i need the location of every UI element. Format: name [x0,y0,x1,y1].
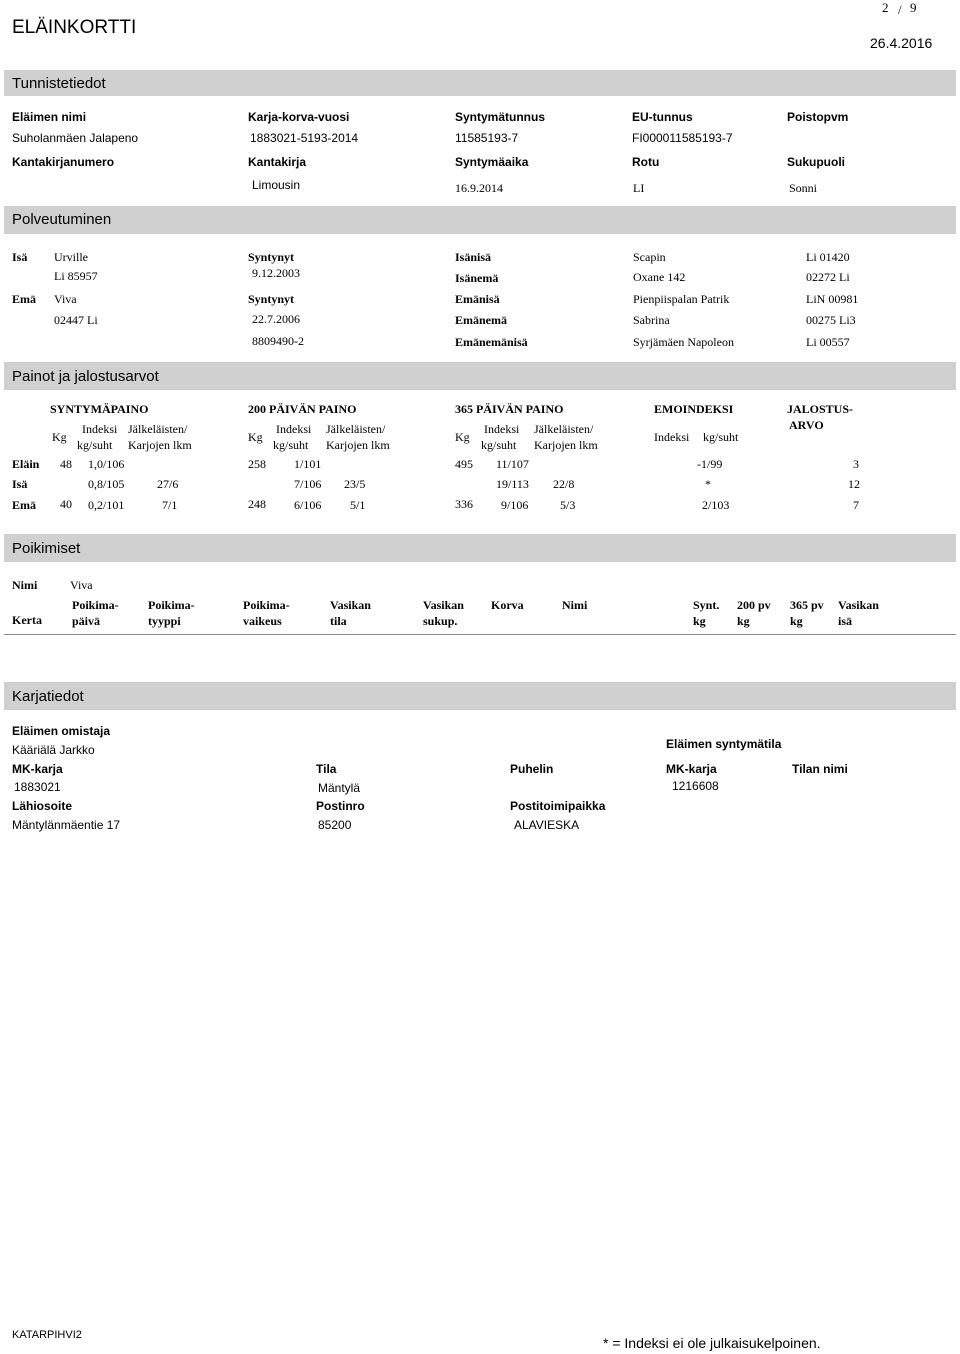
value-isa-id: Li 85957 [54,269,98,283]
value-emanema-id: 00275 Li3 [806,313,856,327]
label-syntymatunnus: Syntymätunnus [455,110,546,124]
label-syntymaaika: Syntymäaika [455,155,529,169]
label-postinro: Postinro [316,799,365,813]
section-karjatiedot [4,682,956,710]
col-vasikan-isa [838,597,879,629]
value-emanisa-id: LiN 00981 [806,292,859,306]
label-nimi: Nimi [12,578,38,592]
col-line2: sukup. [423,614,458,628]
label-karja-korva-vuosi: Karja-korva-vuosi [248,110,350,124]
col-line1: Poikima- [243,598,290,612]
value-isa-name: Urville [54,250,88,264]
value-lahiosoite: Mäntylänmäentie 17 [12,818,121,832]
value-emanemanisa-id: Li 00557 [806,335,850,349]
value-isanisa-id: Li 01420 [806,250,850,264]
label-emanisa: Emänisä [455,292,500,306]
col-vasikan-nimi [562,597,587,613]
cell-ind3: 11/107 [496,457,529,471]
value-sukupuoli: Sonni [789,181,818,195]
value-emanemanisa-name: Syrjämäen Napoleon [633,335,734,349]
subhead-kgsuht: kg/suht [77,438,113,452]
cell-jalostusarvo: 7 [853,498,859,512]
col-line2: kg [693,614,706,628]
cell-jk1: 7/1 [162,498,178,512]
label-postitoimipaikka: Postitoimipaikka [510,799,606,813]
value-mk-karja: 1883021 [14,780,61,794]
label-rotu: Rotu [632,155,660,169]
section-painot [4,362,956,390]
value-ema-id: 02447 Li [54,313,98,327]
label-tila: Tila [316,762,337,776]
col-line2: päivä [72,614,101,628]
value-ema-syntynyt: 22.7.2006 [252,312,300,326]
col-korva [491,597,524,613]
label-tilan-nimi: Tilan nimi [792,762,848,776]
col-line1: Vasikan [423,598,464,612]
cell-kg2: 258 [248,457,266,471]
col-poikimavaikeus [243,597,290,629]
section-title: Tunnistetiedot [12,75,106,92]
cell-ind3: 9/106 [501,498,529,512]
col-line1: 200 pv [737,598,771,612]
col-line1: 365 pv [790,598,824,612]
col-poikimatyyppi [148,597,195,629]
col-line1: Nimi [562,598,588,612]
subhead-karjojen: Karjojen lkm [326,438,390,452]
label-isanema: Isänemä [455,271,499,285]
document-title: ELÄINKORTTI [12,17,137,38]
label-kantakirjanumero: Kantakirjanumero [12,155,115,169]
value-emanisa-name: Pienpiispalan Patrik [633,292,730,306]
label-kantakirja: Kantakirja [248,155,307,169]
label-sukupuoli: Sukupuoli [787,155,845,169]
subhead-kgsuht: kg/suht [703,430,739,444]
cell-jk2: 5/1 [350,498,366,512]
footnote: * = Indeksi ei ole julkaisukelpoinen. [603,1335,821,1351]
value-mk-karja-2: 1216608 [672,779,719,793]
col-line2: kg [790,614,803,628]
section-title: Poikimiset [12,540,81,557]
page-total: 9 [910,0,917,15]
cell-ind1: 0,8/105 [88,477,125,491]
cell-kg3: 336 [455,497,473,511]
section-title: Polveutuminen [12,211,112,228]
subhead-kg: Kg [248,430,263,444]
subhead-jalkelaisten: Jälkeläisten/ [326,422,386,436]
cell-jk3: 5/3 [560,498,576,512]
col-line2: kg [737,614,750,628]
print-date: 26.4.2016 [870,35,933,51]
cell-ind3: 19/113 [496,477,529,491]
cell-kg2: 248 [248,497,266,511]
subhead-kgsuht: kg/suht [481,438,517,452]
col-200pv-kg [737,597,771,629]
subhead-indeksi: Indeksi [276,422,312,436]
col-line2: vaikeus [243,614,282,628]
row-label-ema: Emä [12,498,36,512]
subhead-kgsuht: kg/suht [273,438,309,452]
section-tunnistetiedot [4,70,956,96]
group-365-paivan-paino: 365 PÄIVÄN PAINO [455,402,564,416]
value-isa-syntynyt: 9.12.2003 [252,266,300,280]
value-ema-extra: 8809490-2 [252,334,304,348]
col-vasikan-tila [330,597,371,629]
group-200-paivan-paino: 200 PÄIVÄN PAINO [248,402,357,416]
section-polveutuminen [4,206,956,234]
label-eu-tunnus: EU-tunnus [632,110,693,124]
cell-jalostusarvo: 3 [853,457,859,471]
section-title: Painot ja jalostusarvot [12,368,159,385]
report-code: KATARPIHVI2 [12,1329,82,1341]
row-label-elain: Eläin [12,457,40,471]
cell-jalostusarvo: 12 [848,477,860,491]
page-separator: / [898,2,902,17]
label-emanema: Emänemä [455,313,507,327]
label-emanemanisa: Emänemänisä [455,335,528,349]
label-puhelin: Puhelin [510,762,554,776]
value-isanema-name: Oxane 142 [633,270,686,284]
value-postitoimipaikka: ALAVIESKA [514,818,580,832]
group-emoindeksi: EMOINDEKSI [654,402,734,416]
cell-emoindeksi: 2/103 [702,498,730,512]
cell-emoindeksi: * [705,477,711,491]
value-isanisa-name: Scapin [633,250,666,264]
col-line1: Vasikan [330,598,371,612]
section-poikimiset [4,534,956,562]
row-label-isa: Isä [12,477,28,491]
value-syntymatunnus: 11585193-7 [455,131,519,145]
value-postinro: 85200 [318,818,352,832]
label-mk-karja-2: MK-karja [666,762,717,776]
cell-kg1: 40 [60,497,72,511]
col-line1: Korva [491,598,524,612]
subhead-karjojen: Karjojen lkm [534,438,598,452]
value-emanema-name: Sabrina [633,313,670,327]
label-isa-syntynyt: Syntynyt [248,250,295,264]
subhead-indeksi: Indeksi [82,422,118,436]
value-eu-tunnus: FI000011585193-7 [632,131,733,145]
value-karja-korva-vuosi: 1883021-5193-2014 [250,131,359,145]
divider [4,634,956,635]
value-rotu: LI [633,181,645,195]
subhead-jalkelaisten: Jälkeläisten/ [128,422,188,436]
col-line2: isä [838,614,853,628]
subhead-jalkelaisten: Jälkeläisten/ [534,422,594,436]
cell-kg1: 48 [60,457,72,471]
label-isa: Isä [12,250,28,264]
cell-ind2: 7/106 [294,477,322,491]
col-line1: Synt. [693,598,720,612]
group-jalostusarvo: JALOSTUS- [787,402,854,416]
section-title: Karjatiedot [12,688,84,705]
label-ema: Emä [12,292,36,306]
page-current: 2 [882,0,889,15]
label-lahiosoite: Lähiosoite [12,799,73,813]
col-line1: Vasikan [838,598,879,612]
cell-jk2: 23/5 [344,477,366,491]
label-omistaja: Eläimen omistaja [12,724,111,738]
col-line1: Poikima- [72,598,119,612]
label-syntymatila: Eläimen syntymätila [666,737,782,751]
value-isanema-id: 02272 Li [806,270,850,284]
cell-ind2: 1/101 [294,457,322,471]
col-line2: tyyppi [148,614,181,628]
label-elaimen-nimi: Eläimen nimi [12,110,87,124]
col-synt-kg [693,597,719,629]
value-tila: Mäntylä [318,781,361,795]
cell-jk3: 22/8 [553,477,575,491]
value-elaimen-nimi: Suholanmäen Jalapeno [12,131,139,145]
label-mk-karja: MK-karja [12,762,63,776]
subhead-kg: Kg [52,430,67,444]
cell-ind1: 1,0/106 [88,457,125,471]
label-isanisa: Isänisä [455,250,492,264]
group-jalostusarvo-line2: ARVO [789,418,824,432]
subhead-indeksi: Indeksi [484,422,520,436]
cell-jk1: 27/6 [157,477,179,491]
label-poistopvm: Poistopvm [787,110,849,124]
subhead-kg: Kg [455,430,470,444]
cell-kg3: 495 [455,457,473,471]
col-poikimapaiva [72,597,119,629]
col-365pv-kg [790,597,824,629]
cell-emoindeksi: -1/99 [697,457,723,471]
value-kantakirja: Limousin [252,178,301,192]
subhead-indeksi: Indeksi [654,430,690,444]
col-line2: tila [330,614,347,628]
subhead-karjojen: Karjojen lkm [128,438,192,452]
value-syntymaaika: 16.9.2014 [455,181,503,195]
group-syntymapaino: SYNTYMÄPAINO [50,402,149,416]
label-ema-syntynyt: Syntynyt [248,292,295,306]
value-omistaja: Kääriälä Jarkko [12,743,95,757]
col-vasikan-sukup [423,597,464,629]
cell-ind2: 6/106 [294,498,322,512]
value-nimi: Viva [70,578,93,592]
col-line1: Poikima- [148,598,195,612]
value-ema-name: Viva [54,292,77,306]
col-kerta: Kerta [12,613,42,627]
cell-ind1: 0,2/101 [88,498,125,512]
